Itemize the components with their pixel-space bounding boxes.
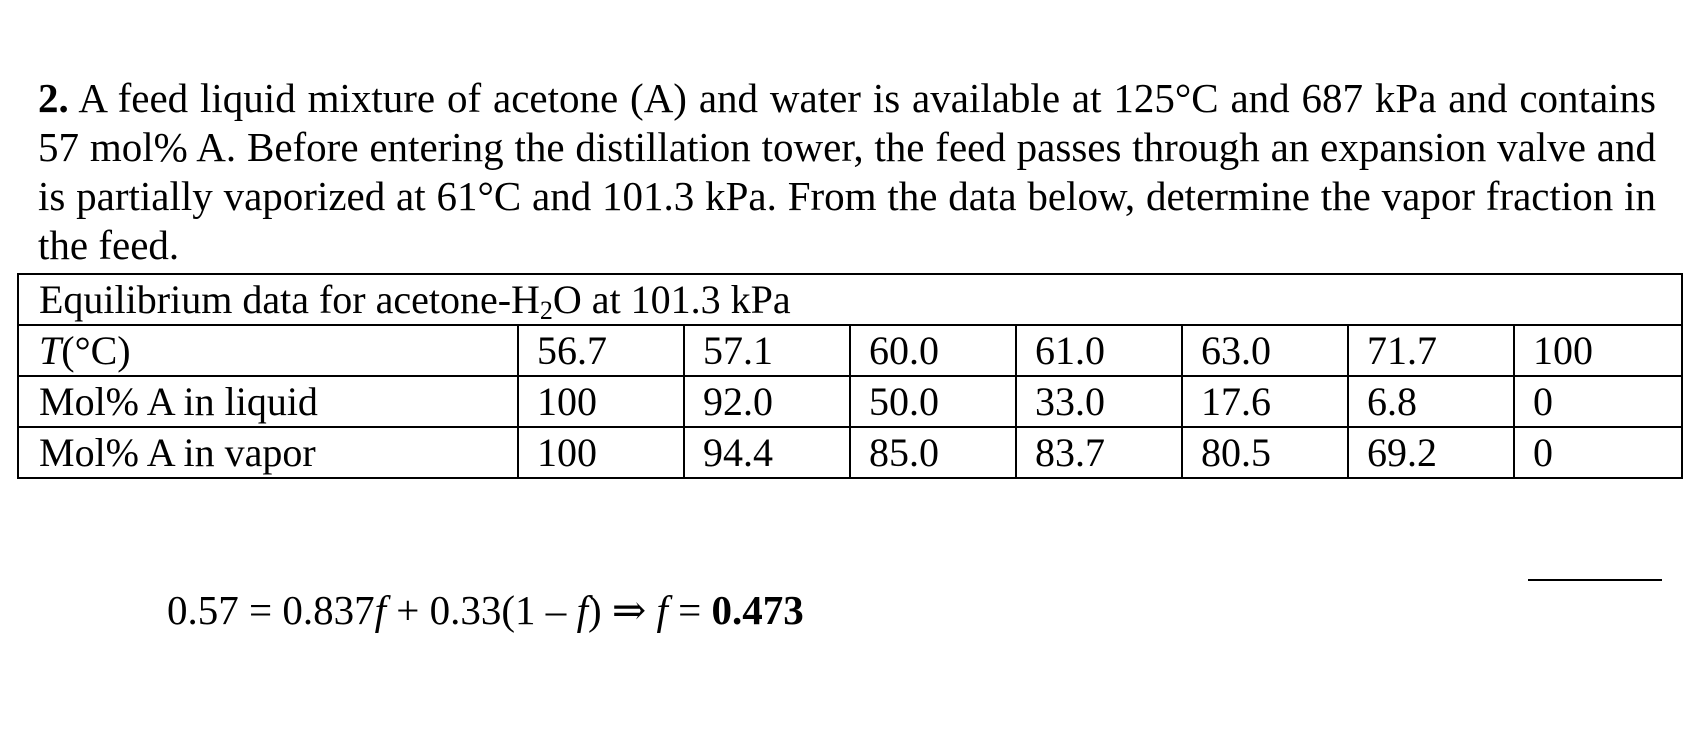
- solution-equation: 0.57 = 0.837f + 0.33(1 – f) ⇒ f = 0.473: [167, 587, 804, 633]
- equilibrium-table-container: [17, 273, 1681, 479]
- table-row-vapor: [18, 427, 1682, 478]
- equilibrium-table: [17, 273, 1683, 479]
- table-cell: 63.0: [1182, 325, 1348, 376]
- row-label-temperature: T(°C): [18, 325, 518, 376]
- table-cell: 80.5: [1182, 427, 1348, 478]
- row-label-liquid: Mol% A in liquid: [18, 376, 518, 427]
- table-cell: 100: [1514, 325, 1682, 376]
- horizontal-rule: [1528, 579, 1662, 581]
- table-cell: 17.6: [1182, 376, 1348, 427]
- table-caption-row: [18, 274, 1682, 325]
- row-label-vapor: Mol% A in vapor: [18, 427, 518, 478]
- table-cell: 57.1: [684, 325, 850, 376]
- table-cell: 69.2: [1348, 427, 1514, 478]
- table-cell: 83.7: [1016, 427, 1182, 478]
- table-cell: 100: [518, 376, 684, 427]
- table-cell: 50.0: [850, 376, 1016, 427]
- table-cell: 71.7: [1348, 325, 1514, 376]
- problem-text: A feed liquid mixture of acetone (A) and water is available at 125°C and 687 kPa and contains 57 mol% A. Before entering the distillation tower, the feed passes through an expansion valve and is partially vaporized at 61°C and 101.3 kPa. From the data below, determine the vapor fraction in the feed.: [38, 75, 1656, 268]
- table-cell: 85.0: [850, 427, 1016, 478]
- table-cell: 33.0: [1016, 376, 1182, 427]
- table-cell: 0: [1514, 427, 1682, 478]
- table-cell: 60.0: [850, 325, 1016, 376]
- table-cell: 100: [518, 427, 684, 478]
- problem-number: 2.: [38, 75, 69, 121]
- table-row-liquid: [18, 376, 1682, 427]
- table-cell: 56.7: [518, 325, 684, 376]
- table-cell: 6.8: [1348, 376, 1514, 427]
- table-cell: 61.0: [1016, 325, 1182, 376]
- table-row-temperature: [18, 325, 1682, 376]
- table-cell: 94.4: [684, 427, 850, 478]
- table-caption: Equilibrium data for acetone-$H_2O$ at 101.3 kPa: [18, 274, 1682, 325]
- problem-statement: [38, 74, 1656, 270]
- solution-result: 0.473: [711, 587, 804, 633]
- table-cell: 92.0: [684, 376, 850, 427]
- table-cell: 0: [1514, 376, 1682, 427]
